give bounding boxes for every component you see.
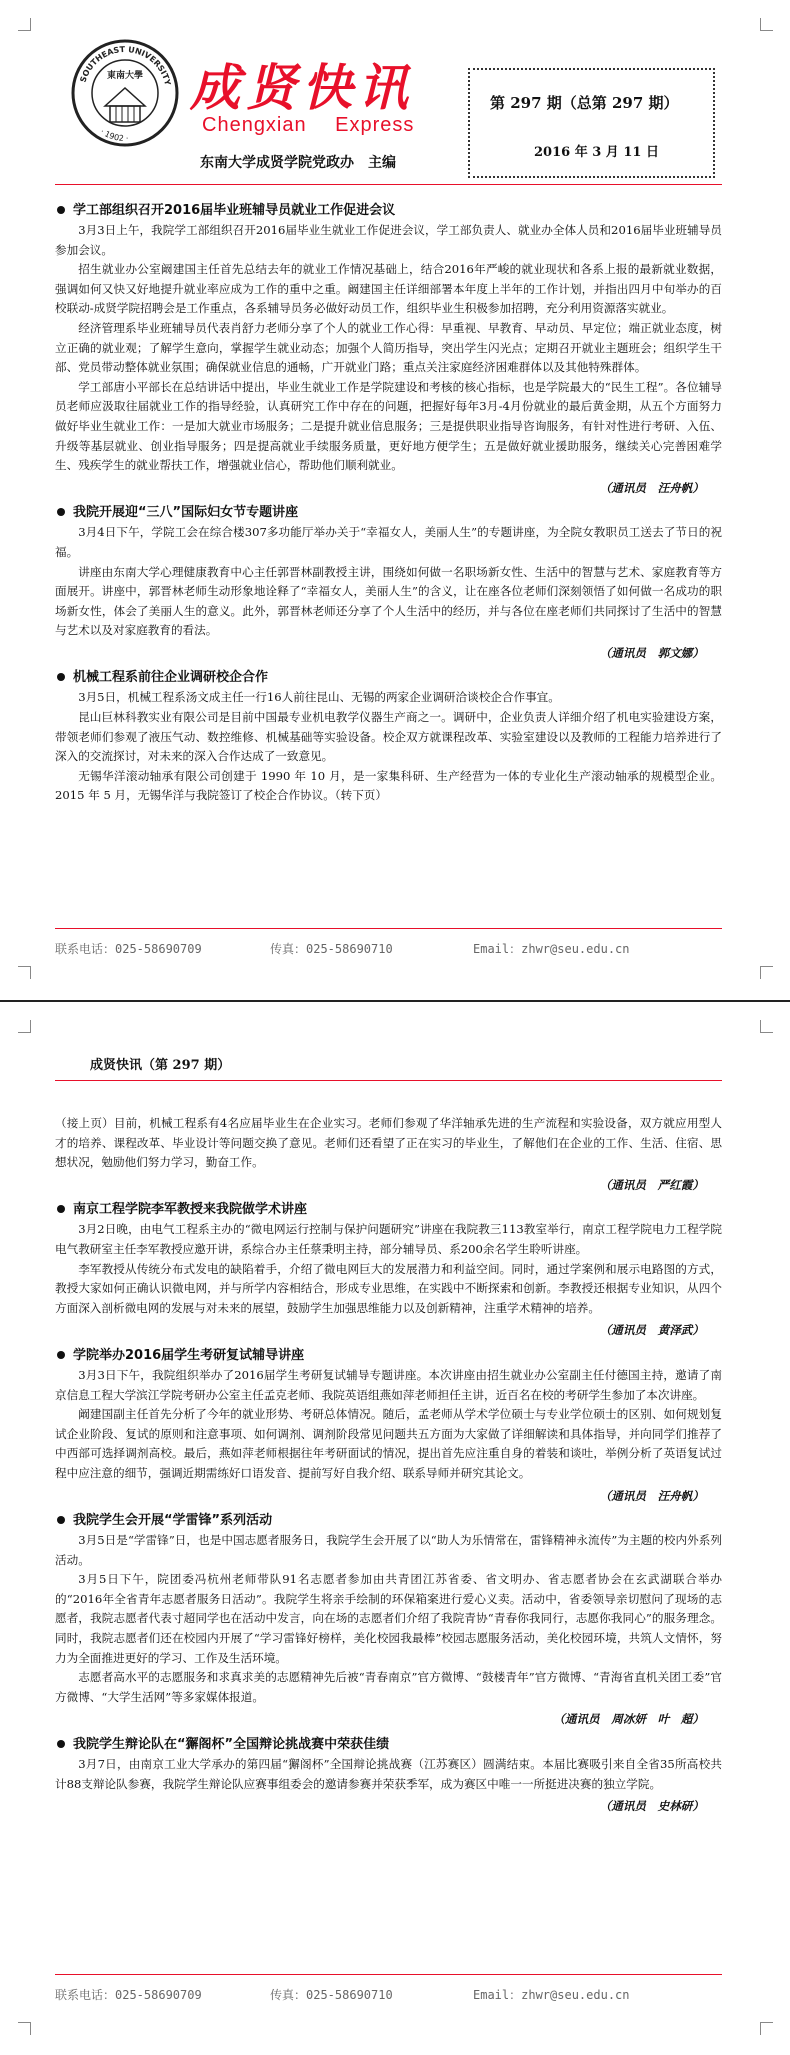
header-rule bbox=[55, 184, 722, 185]
bullet-icon bbox=[57, 1205, 65, 1213]
svg-text:SOUTHEAST UNIVERSITY: SOUTHEAST UNIVERSITY bbox=[78, 44, 173, 87]
bullet-icon bbox=[57, 673, 65, 681]
crop-mark bbox=[18, 966, 31, 979]
footer-fax: 传真：025-58690710 bbox=[270, 942, 393, 956]
university-seal-logo bbox=[70, 38, 180, 148]
article-paragraph: 讲座由东南大学心理健康教育中心主任郭晋林副教授主讲，围绕如何做一名职场新女性、生活中的智慧与艺术、家庭教育等方面展开。讲座中，郭晋林老师生动形象地诠释了“幸福女人，美丽人生”的含义，让在座各位老师们深刻领悟了如何做一名成功的职场新女性，体会了美丽人生的意义。此外，郭晋林老师还分享了个人生活中的经历，并与各位在座老师们共同探讨了生活中的智慧与艺术以及对家庭教育的看法。 bbox=[55, 564, 722, 638]
footer-fax: 传真：025-58690710 bbox=[270, 1988, 393, 2002]
footer-email: Email：zhwr@seu.edu.cn bbox=[473, 942, 630, 956]
crop-mark bbox=[18, 2022, 31, 2035]
article-paragraph: 招生就业办公室阚建国主任首先总结去年的就业工作情况基础上，结合2016年严峻的就业现状和各系上报的最新就业数据，强调如何又快又好地提升就业率应成为工作的重中之重。阚建国主任详细部署本年度上半年的工作计划，并指出四月中旬举办的百校联动-成贤学院招聘会是工作重点，各系辅导员务必做好动员工作，组织毕业生积极参加招聘，充分利用资源落实就业。 bbox=[55, 262, 722, 316]
crop-mark bbox=[18, 18, 31, 31]
article-paragraph: 无锡华洋滚动轴承有限公司创建于 1990 年 10 月，是一家集科研、生产经营为一体的专业化生产滚动轴承的规模型企业。2015 年 5 月，无锡华洋与我院签订了校企合作协议。（转下页） bbox=[55, 768, 722, 803]
newsletter-title: 成贤快讯 bbox=[190, 58, 414, 117]
article-title: 学院举办2016届学生考研复试辅导讲座 bbox=[55, 1345, 722, 1366]
running-head-rule bbox=[55, 1080, 722, 1081]
article-paragraph: 3月5日下午，院团委冯杭州老师带队91名志愿者参加由共青团江苏省委、省文明办、省志愿者协会在玄武湖联合举办的“2016年全省青年志愿者服务日活动”。我院学生将亲手绘制的环保箱案进行爱心义卖。活动中，省委领导亲切慰问了现场的志愿者，我院志愿者代表寸超同学也在活动中发言，向在场的志愿者们介绍了我院青协“青春你我同行，志愿你我同心”的服务理念。同时，我院志愿者们还在校园内开展了“学习雷锋好榜样，美化校园我最棒”校园志愿服务活动，美化校园环境，共筑人文情怀，努力为全面推进更好的学习、工作及生活环境。 bbox=[55, 1572, 722, 1665]
footer-email: Email：zhwr@seu.edu.cn bbox=[473, 1988, 630, 2002]
issue-box bbox=[468, 68, 715, 178]
article-paragraph: 经济管理系毕业班辅导员代表肖舒力老师分享了个人的就业工作心得：早重视、早教育、早动员、早定位；端正就业态度，树立正确的就业观；了解学生意向，掌握学生就业动态；加强个人简历指导，突出学生闪光点；定期召开就业主题班会；组织学生干部、党员带动整体就业氛围；确保就业信息的通畅，广开就业门路；重点关注家庭经济困难群体以及其他特殊群体。 bbox=[55, 320, 722, 375]
page-one-content bbox=[55, 200, 722, 806]
article-paragraph: 3月5日，机械工程系汤文成主任一行16人前往昆山、无锡的两家企业调研洽谈校企合作事宜。 bbox=[78, 690, 560, 705]
article-byline: （通讯员 汪舟帆） bbox=[599, 480, 704, 495]
svg-text:東南大學: 東南大學 bbox=[106, 71, 144, 81]
article-byline: （通讯员 周冰妍 叶 超） bbox=[553, 1712, 704, 1727]
article-paragraph: 学工部唐小平部长在总结讲话中提出，毕业生就业工作是学院建设和考核的核心指标，也是学院最大的“民生工程”。各位辅导员老师应汲取往届就业工作的指导经验，认真研究工作中存在的问题，把握好每年3月-4月份就业的最后黄金期，从五个方面努力做好毕业生就业工作：一是加大就业市场服务；二是提升就业信息服务；三是提供职业指导咨询服务，有针对性进行考研、入伍、升级等基层就业、创业指导服务；四是提高就业手续服务质量，更好地方便学生；五是做好就业援助服务，继续关心完善困难学生、残疾学生的就业帮扶工作，增强就业信心，帮助他们顺利就业。 bbox=[55, 379, 722, 473]
article-title: 我院开展迎“三八”国际妇女节专题讲座 bbox=[55, 502, 722, 523]
article-paragraph: 李军教授从传统分布式发电的缺陷着手，介绍了微电网巨大的发展潜力和利益空间。同时，通过学案例和展示电路图的方式，教授大家如何正确认识微电网，并与所学内容相结合，形成专业思维，在实践中不断探索和创新。李教授还根据专业知识，从四个方面深入剖析微电网的发展与对未来的展望，鼓励学生加强思维能力以及创新精神，注重学术精神的培养。 bbox=[55, 1261, 722, 1315]
issue-number: 第 297 期（总第 297 期） bbox=[490, 94, 679, 112]
bullet-icon bbox=[57, 1516, 65, 1524]
bullet-icon bbox=[57, 1351, 65, 1359]
crop-mark bbox=[760, 1020, 773, 1033]
bullet-icon bbox=[57, 1740, 65, 1748]
article-byline: （通讯员 郭文娜） bbox=[599, 645, 704, 660]
bullet-icon bbox=[57, 206, 65, 214]
crop-mark bbox=[760, 18, 773, 31]
article-paragraph: 3月2日晚，由电气工程系主办的“微电网运行控制与保护问题研究”讲座在我院教三113教室举行，南京工程学院电力工程学院电气教研室主任李军教授应邀开讲，系综合办主任蔡秉明主持，部分辅导员、系200余名学生聆听讲座。 bbox=[55, 1222, 722, 1256]
crop-mark bbox=[760, 966, 773, 979]
footer-rule bbox=[55, 928, 722, 929]
article-paragraph: 志愿者高水平的志愿服务和求真求美的志愿精神先后被“青春南京”官方微博、“鼓楼青年”官方微博、“青海省直机关团工委”官方微博、“大学生活网”等多家媒体报道。 bbox=[55, 1670, 722, 1704]
article-paragraph: 阚建国副主任首先分析了今年的就业形势、考研总体情况。随后，孟老师从学术学位硕士与专业学位硕士的区别、如何规划复试企业阶段、复试的原则和注意事项、如何调剂、调剂阶段常见问题共五方面为大家做了详细解读和具体指导，并向同学们推荐了中西部可选择调剂高校。最后，燕如萍老师根据往年考研面试的情况，提出首先应注重自身的着装和谈吐，举例分析了英语复试过程中应注意的细节，强调近期需练好口语发音、提前写好自我介绍、联系导师并研究其论文。 bbox=[55, 1407, 722, 1480]
article-title: 机械工程系前往企业调研校企合作 bbox=[55, 667, 722, 688]
article-paragraph: 昆山巨林科教实业有限公司是目前中国最专业机电教学仪器生产商之一。调研中，企业负责人详细介绍了机电实验建设方案，带领老师们参观了液压气动、数控维修、机械基础等实验设备。校企双方就课程改革、实验室建设以及教师的工程能力培养进行了深入的交流探讨，对未来的深入合作达成了一致意见。 bbox=[55, 710, 722, 764]
page-one bbox=[0, 0, 790, 1012]
article-paragraph: 3月4日下午，学院工会在综合楼307多功能厅举办关于“幸福女人，美丽人生”的专题讲座，为全院女教职员工送去了节日的祝福。 bbox=[55, 525, 722, 559]
article-paragraph: 3月5日是“学雷锋”日，也是中国志愿者服务日，我院学生会开展了以“助人为乐情常在，雷锋精神永流传”为主题的校内外系列活动。 bbox=[55, 1533, 722, 1567]
article-byline: （通讯员 严红霞） bbox=[599, 1177, 704, 1192]
article-title: 我院学生会开展“学雷锋”系列活动 bbox=[55, 1510, 722, 1531]
article-title: 我院学生辩论队在“獬阁杯”全国辩论挑战赛中荣获佳绩 bbox=[55, 1734, 722, 1755]
article-title: 学工部组织召开2016届毕业班辅导员就业工作促进会议 bbox=[55, 200, 722, 221]
article-byline: （通讯员 史林研） bbox=[599, 1799, 704, 1814]
bullet-icon bbox=[57, 508, 65, 516]
article-paragraph: 3月7日，由南京工业大学承办的第四届“獬阁杯”全国辩论挑战赛（江苏赛区）圆满结束。本届比赛吸引来自全省35所高校共计88支辩论队参赛，我院学生辩论队应赛事组委会的邀请参赛并荣获季军，成为赛区中唯一一所挺进决赛的独立学院。 bbox=[55, 1757, 722, 1791]
crop-mark bbox=[18, 1020, 31, 1033]
footer-phone: 联系电话：025-58690709 bbox=[55, 942, 202, 956]
article-title: 南京工程学院李军教授来我院做学术讲座 bbox=[55, 1199, 722, 1220]
issue-date: 2016 年 3 月 11 日 bbox=[534, 145, 659, 160]
crop-mark bbox=[760, 2022, 773, 2035]
newsletter-title-english: Chengxian Express bbox=[202, 114, 415, 136]
footer-rule bbox=[55, 1974, 722, 1975]
article-paragraph: 3月3日上午，我院学工部组织召开2016届毕业生就业工作促进会议，学工部负责人、就业办全体人员和2016届毕业班辅导员参加会议。 bbox=[55, 223, 722, 257]
svg-text:· 1902 ·: · 1902 · bbox=[98, 127, 129, 144]
article-paragraph: 3月3日下午，我院组织举办了2016届学生考研复试辅导专题讲座。本次讲座由招生就业办公室副主任付德国主持，邀请了南京信息工程大学滨江学院考研办公室主任孟克老师、我院英语组燕如萍老师担任主讲，近百名在校的考研学生参加了本次讲座。 bbox=[55, 1367, 722, 1402]
running-head: 成贤快讯（第 297 期） bbox=[90, 1058, 231, 1073]
article-paragraph: （接上页）目前，机械工程系有4名应届毕业生在企业实习。老师们参观了华洋轴承先进的生产流程和实验设备，双方就应用型人才的培养、课程改革、毕业设计等问题交换了意见。老师们还看望了正在实习的毕业生，了解他们在企业的工作、生活、住宿、思想状况，勉励他们努力学习，勤奋工作。 bbox=[55, 1116, 722, 1170]
article-byline: （通讯员 黄泽武） bbox=[599, 1323, 704, 1338]
footer-phone: 联系电话：025-58690709 bbox=[55, 1988, 202, 2002]
article-byline: （通讯员 汪舟帆） bbox=[599, 1488, 704, 1503]
publisher-line: 东南大学成贤学院党政办 主编 bbox=[200, 155, 396, 171]
page-two-content bbox=[55, 1114, 722, 1821]
page-two bbox=[0, 1000, 790, 2055]
